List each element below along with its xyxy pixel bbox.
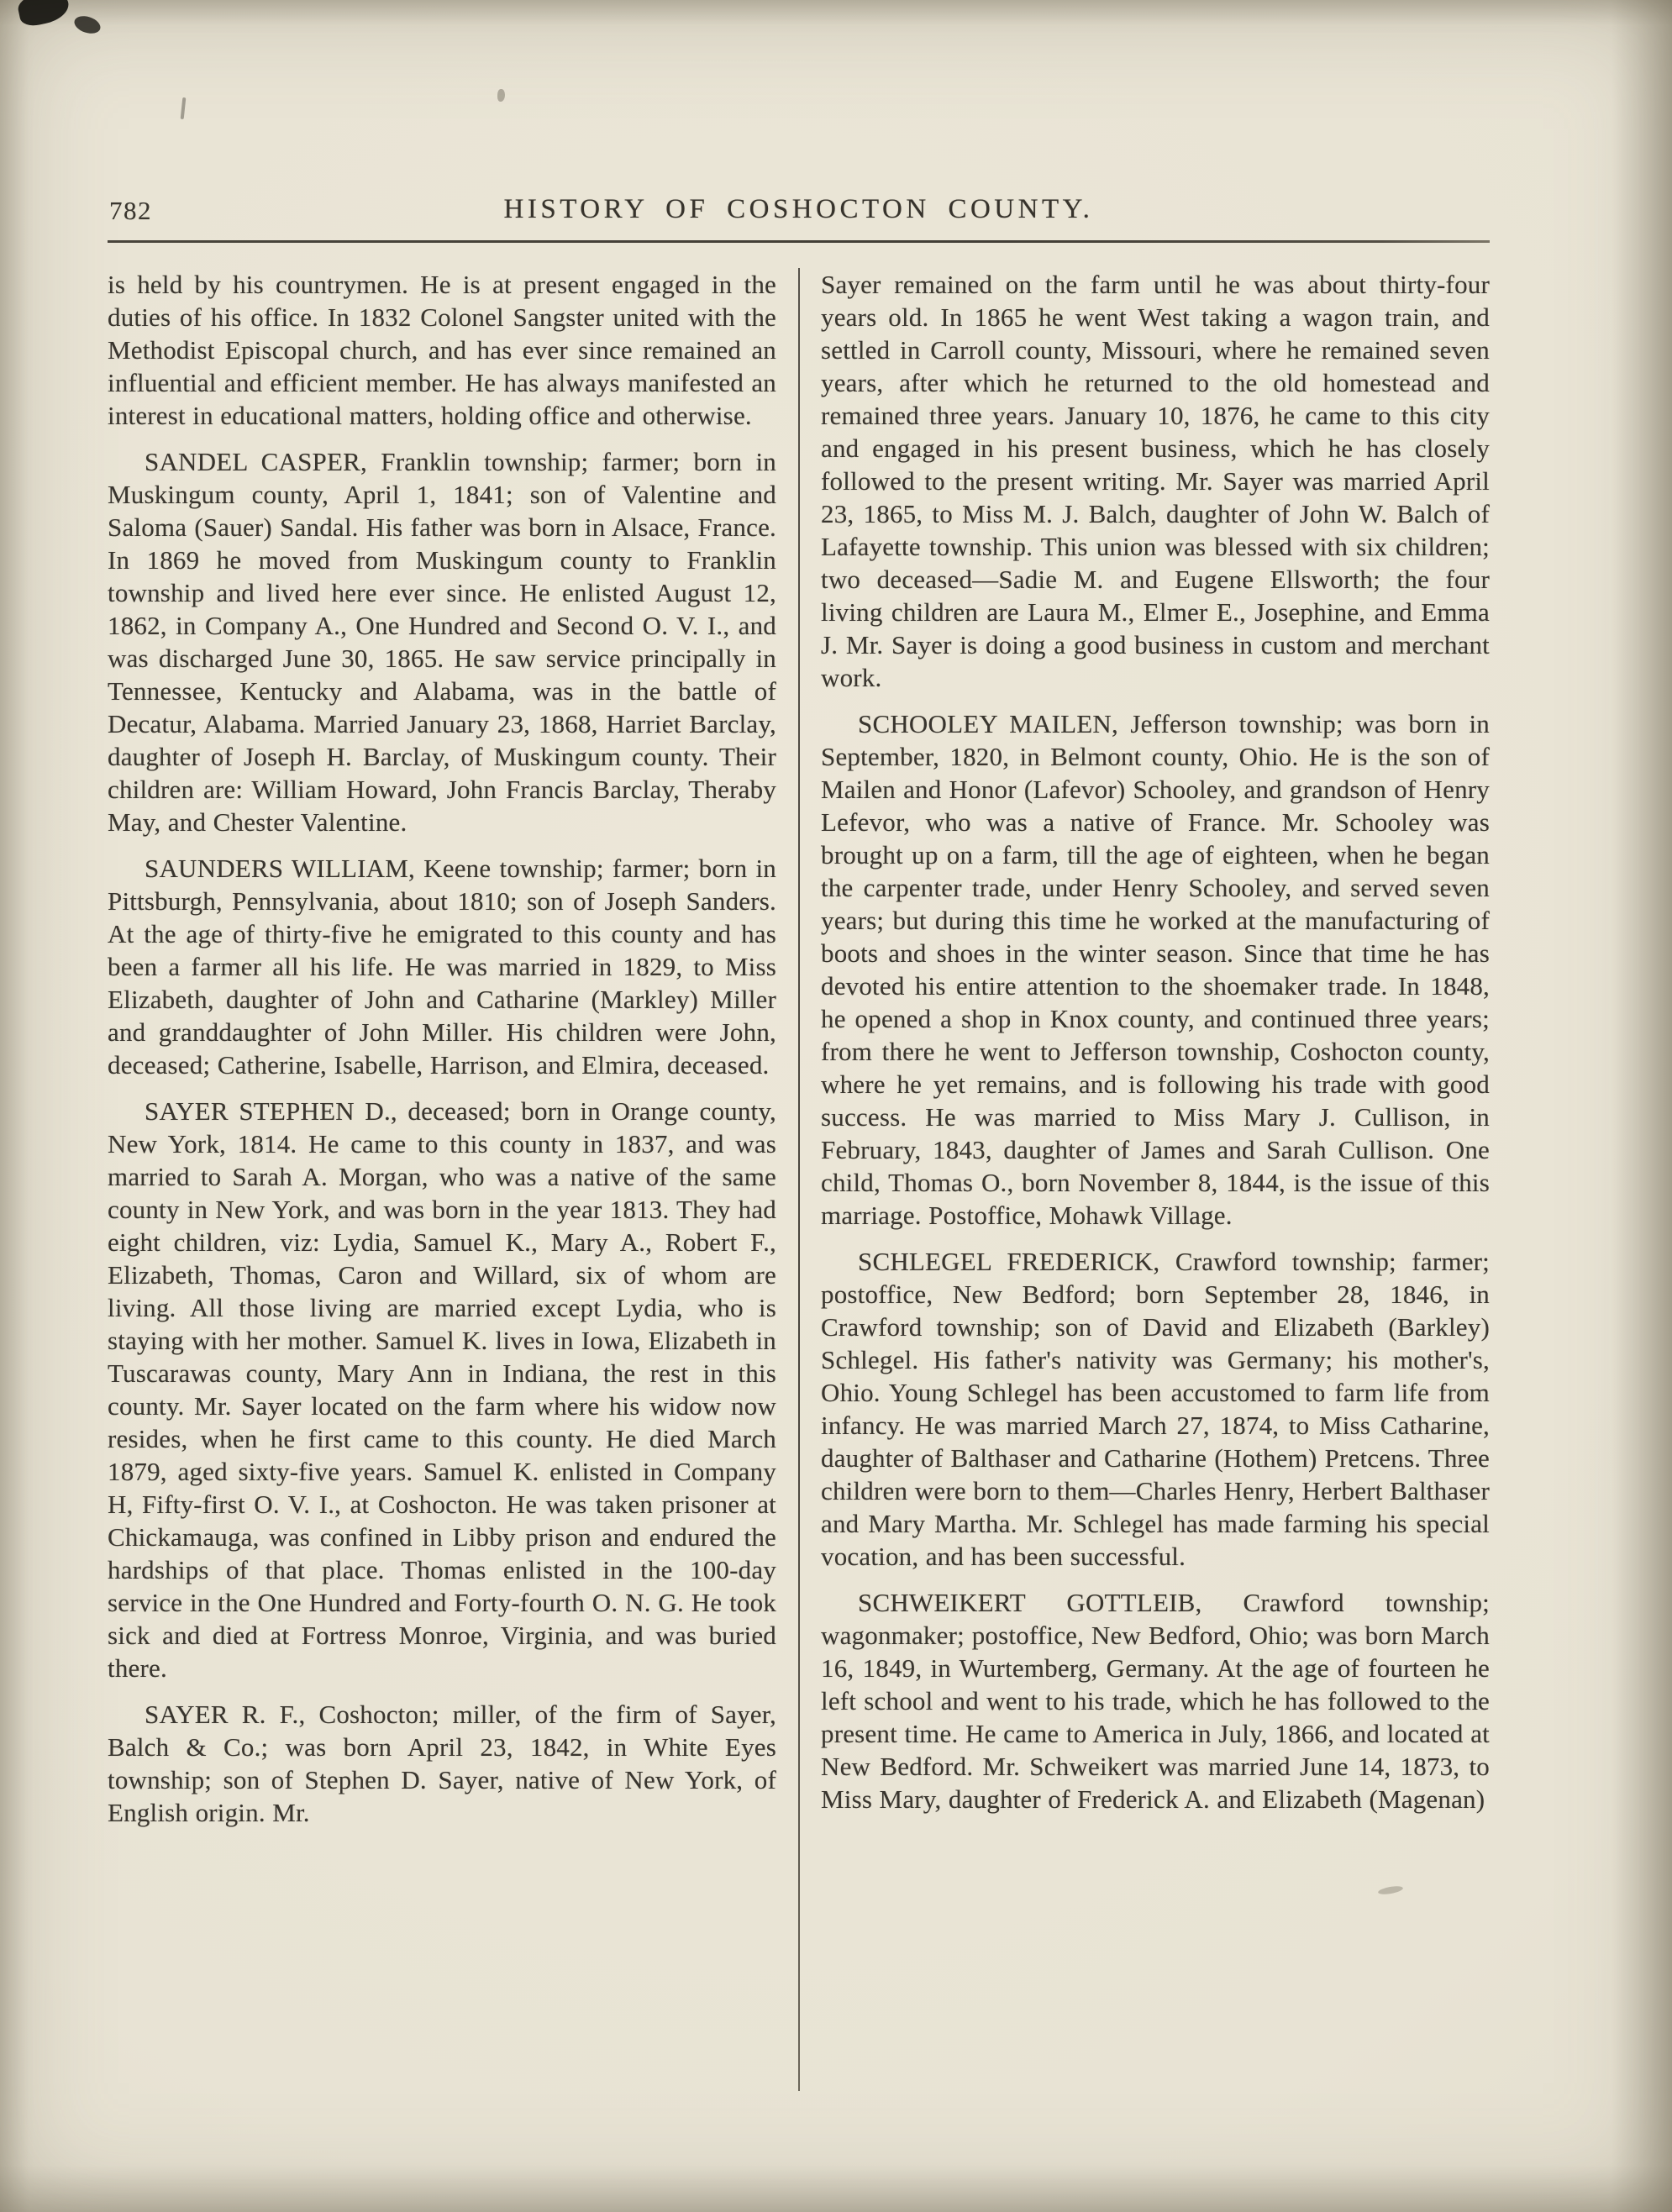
paragraph-saunders-william: SAUNDERS WILLIAM, Keene township; farmer; born in Pittsburgh, Pennsylvania, about 1810; son of Joseph Sanders. At the age of thirty-five he emigrated to this county and has been a farmer all his life. He was married in 1829, to Miss Elizabeth, daughter of John and Catharine (Markley) Miller and granddaughter of John Miller. His children were John, deceased; Catherine, Isabelle, Harrison, and Elmira, deceased.	[108, 854, 776, 1080]
page-number: 782	[109, 196, 152, 225]
scan-edge-shadow-right	[1612, 0, 1672, 2212]
scan-artifact-ink-blot	[72, 13, 103, 37]
paragraph-schooley-mailen: SCHOOLEY MAILEN, Jefferson township; was born in September, 1820, in Belmont county, Ohio. He is the son of Mailen and Honor (Lafevor) Schooley, and grandson of Henry Lefevor, who was a native of France. Mr. Schooley was brought up on a farm, till the age of eighteen, when he began the carpenter trade, under Henry Schooley, and served seven years; but during this time he worked at the manufacturing of boots and shoes in the winter season. Since that time he has devoted his entire attention to the shoemaker trade. In 1848, he opened a shop in Knox county, and continued three years; from there he went to Jefferson township, Coshocton county, where he yet remains, and is following his trade with good success. He was married to Miss Mary J. Cullison, in February, 1843, daughter of James and Sarah Cullison. One child, Thomas O., born November 8, 1844, is the issue of this marriage. Postoffice, Mohawk Village.	[821, 709, 1490, 1230]
paragraph-schweikert-gottleib: SCHWEIKERT GOTTLEIB, Crawford township; wagonmaker; postoffice, New Bedford, Ohio; was born March 16, 1849, in Wurtemberg, Germany. At the age of fourteen he left school and went to his trade, which he has followed to the present time. He came to America in July, 1866, and located at New Bedford. Mr. Schweikert was married June 14, 1873, to Miss Mary, daughter of Frederick A. and Elizabeth (Magenan)	[821, 1588, 1490, 1814]
right-column	[821, 268, 1490, 2091]
paragraph-continuation: is held by his countrymen. He is at present engaged in the duties of his office. In 1832 Colonel Sangster united with the Methodist Episcopal church, and has ever since remained an influential and efficient member. He has always manifested an interest in educational matters, holding office and otherwise.	[108, 270, 776, 430]
scan-edge-shadow-left	[0, 0, 29, 2212]
scan-artifact-ink-blot	[16, 0, 71, 29]
scan-artifact-speck	[181, 97, 187, 119]
page-title: HISTORY OF COSHOCTON COUNTY.	[503, 194, 1094, 224]
paragraph-schlegel-frederick: SCHLEGEL FREDERICK, Crawford township; farmer; postoffice, New Bedford; born September 28, 1846, in Crawford township; son of David and Elizabeth (Barkley) Schlegel. His father's nativity was Germany; his mother's, Ohio. Young Schlegel has been accustomed to farm life from infancy. He was married March 27, 1874, to Miss Catharine, daughter of Balthaser and Catharine (Hothem) Pretcens. Three children were born to them—Charles Henry, Herbert Balthaser and Mary Martha. Mr. Schlegel has made farming his special vocation, and has been successful.	[821, 1247, 1490, 1571]
left-column	[108, 268, 776, 2091]
paragraph-sandel-casper: SANDEL CASPER, Franklin township; farmer; born in Muskingum county, April 1, 1841; son of Valentine and Saloma (Sauer) Sandal. His father was born in Alsace, France. In 1869 he moved from Muskingum county to Franklin township and lived here ever since. He enlisted August 12, 1862, in Company A., One Hundred and Second O. V. I., and was discharged June 30, 1865. He saw service principally in Tennessee, Kentucky and Alabama, was in the battle of Decatur, Alabama. Married January 23, 1868, Harriet Barclay, daughter of Joseph H. Barclay, of Muskingum county. Their children are: William Howard, John Francis Barclay, Theraby May, and Chester Valentine.	[108, 447, 776, 837]
two-column-text	[108, 268, 1490, 2091]
paragraph-sayer-r-f: SAYER R. F., Coshocton; miller, of the firm of Sayer, Balch & Co.; was born April 23, 1842, in White Eyes township; son of Stephen D. Sayer, native of New York, of English origin. Mr.	[108, 1700, 776, 1827]
page-text-block	[108, 183, 1490, 2091]
scan-edge-shadow-top	[0, 0, 1672, 25]
paragraph-sayer-stephen: SAYER STEPHEN D., deceased; born in Orange county, New York, 1814. He came to this county in 1837, and was married to Sarah A. Morgan, who was a native of the same county in New York, and was born in the year 1813. They had eight children, viz: Lydia, Samuel K., Mary A., Robert F., Elizabeth, Thomas, Caron and Willard, six of whom are living. All those living are married except Lydia, who is staying with her mother. Samuel K. lives in Iowa, Elizabeth in Tuscarawas county, Mary Ann in Indiana, the rest in this county. Mr. Sayer located on the farm where his widow now resides, when he first came to this county. He died March 1879, aged sixty-five years. Samuel K. enlisted in Company H, Fifty-first O. V. I., at Coshocton. He was taken prisoner at Chickamauga, was confined in Libby prison and endured the hardships of that place. Thomas enlisted in the 100-day service in the One Hundred and Forty-fourth O. N. G. He took sick and died at Fortress Monroe, Virginia, and was buried there.	[108, 1096, 776, 1683]
paragraph-continuation: Sayer remained on the farm until he was about thirty-four years old. In 1865 he went West taking a wagon train, and settled in Carroll county, Missouri, where he remained seven years, after which he returned to the old homestead and remained three years. January 10, 1876, he came to this city and engaged in his present business, which he has closely followed to the present writing. Mr. Sayer was married April 23, 1865, to Miss M. J. Balch, daughter of John W. Balch of Lafayette township. This union was blessed with six children; two deceased—Sadie M. and Eugene Ellsworth; the four living children are Laura M., Elmer E., Josephine, and Emma J. Mr. Sayer is doing a good business in custom and merchant work.	[821, 270, 1490, 692]
running-header	[108, 183, 1490, 223]
header-rule	[108, 240, 1490, 243]
scan-artifact-speck	[497, 89, 505, 102]
scan-edge-shadow-bottom	[0, 2165, 1672, 2212]
column-divider-rule	[798, 268, 800, 2091]
